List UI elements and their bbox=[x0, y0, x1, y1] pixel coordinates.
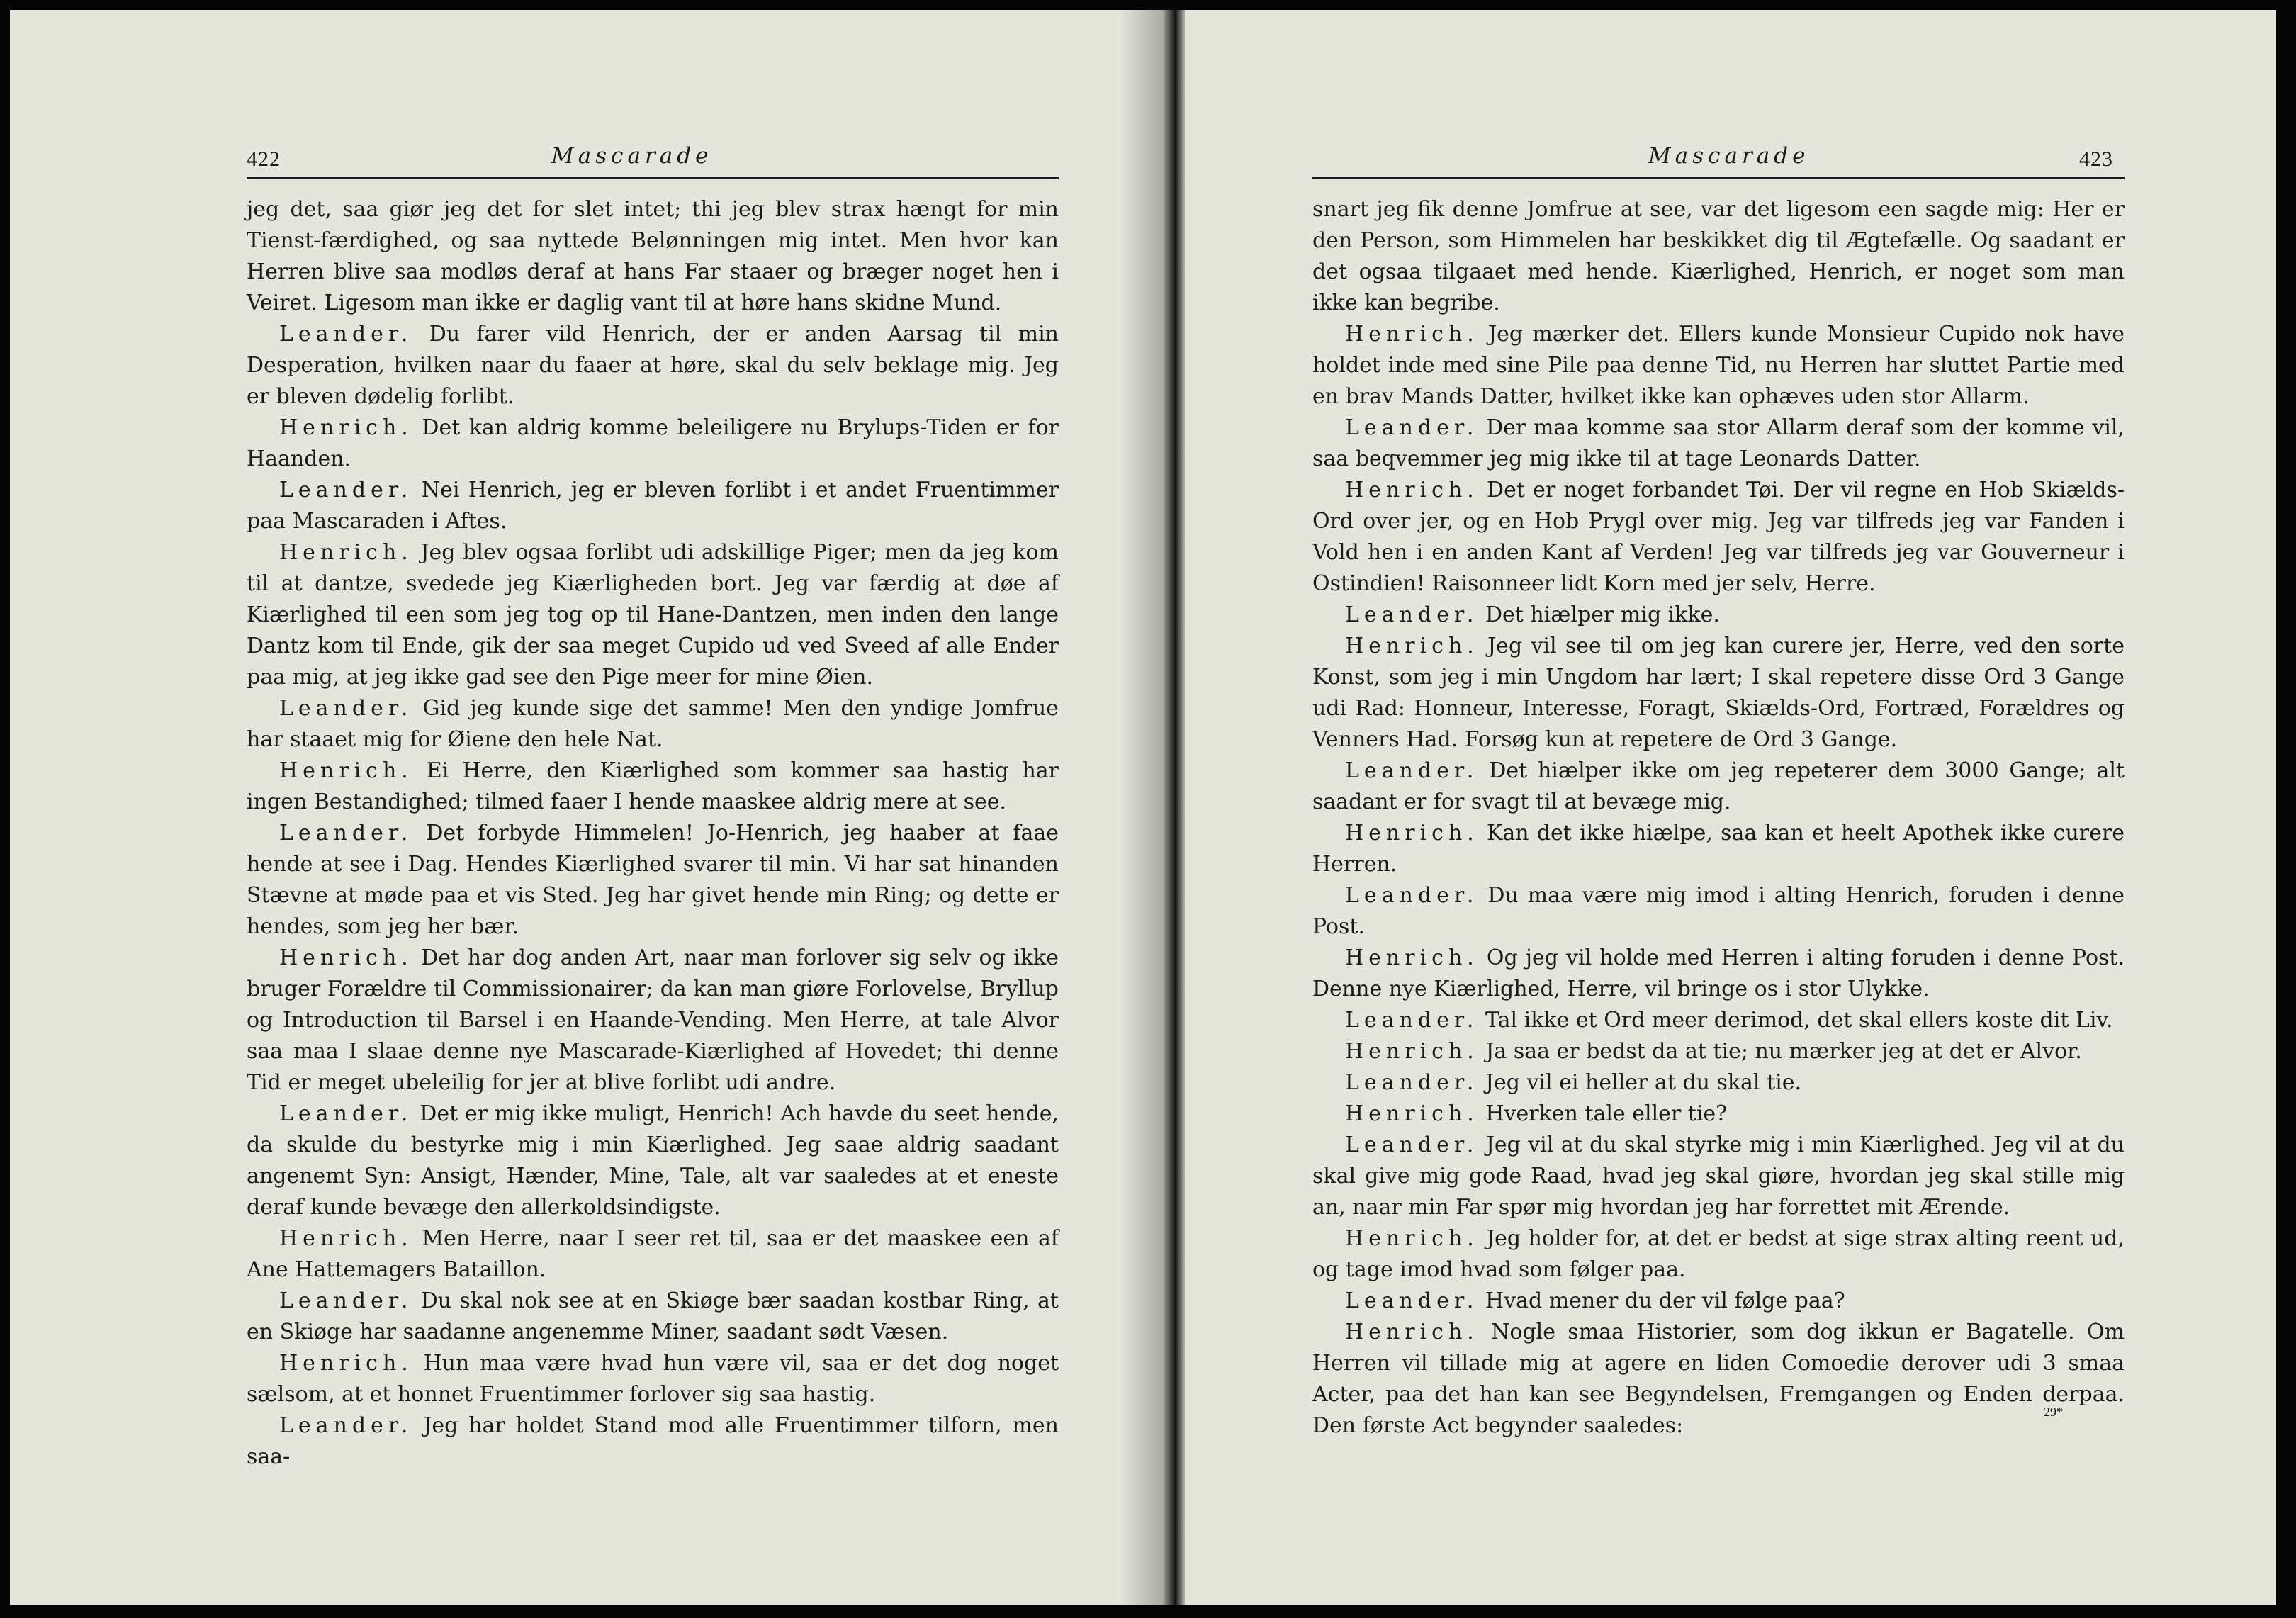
paragraph-text: Du skal nok see at en Skiøge bær saadan kostbar Ring, at en Skiøge har saadanne angenemme Miner, saadant sødt Væsen. bbox=[247, 1288, 1059, 1344]
paragraph-text: Jeg holder for, at det er bedst at sige strax alting reent ud, og tage imod hvad som følger paa. bbox=[1312, 1226, 2125, 1282]
speaker-name: Leander. bbox=[1345, 1133, 1479, 1157]
paragraph-text: Men Herre, naar I seer ret til, saa er det maaskee een af Ane Hattemagers Bataillon. bbox=[247, 1226, 1059, 1282]
speaker-name: Henrich. bbox=[279, 540, 413, 565]
paragraph bbox=[1312, 943, 2125, 1005]
paragraph bbox=[247, 412, 1059, 475]
left-page-header bbox=[10, 143, 1164, 179]
speaker-name: Leander. bbox=[1345, 1008, 1479, 1033]
paragraph bbox=[247, 1223, 1059, 1286]
speaker-name: Henrich. bbox=[1345, 1320, 1479, 1344]
paragraph-text: Ei Herre, den Kiærlighed som kommer saa hastig har ingen Bestandighed; tilmed faaer I hende maaskee aldrig mere at see. bbox=[247, 758, 1059, 814]
speaker-name: Leander. bbox=[279, 322, 413, 347]
paragraph bbox=[247, 1099, 1059, 1223]
paragraph bbox=[1312, 818, 2125, 880]
paragraph-text: Jeg blev ogsaa forlibt udi adskillige Piger; men da jeg kom til at dantze, svedede jeg Kiærligheden bort. Jeg var færdig at døe af Kiærlighed til een som jeg tog op til Hane-Dantzen, men inden den lange Dantz kom til Ende, gik der saa meget Cupido ud ved Sveed af alle Ender paa mig, at jeg ikke gad see den Pige meer for mine Øien. bbox=[247, 540, 1059, 690]
left-page bbox=[10, 10, 1164, 1605]
paragraph bbox=[1312, 194, 2125, 319]
paragraph-text: Jeg mærker det. Ellers kunde Monsieur Cupido nok have holdet inde med sine Pile paa denne Tid, nu Herren har sluttet Partie med en brav Mands Datter, hvilket ikke kan ophæves uden stor Allarm. bbox=[1312, 322, 2125, 409]
paragraph-text: Jeg vil see til om jeg kan curere jer, Herre, ved den sorte Konst, som jeg i min Ungdom har lært; I skal repetere disse Ord 3 Gange udi Rad: Honneur, Interesse, Foragt, Skiælds-Ord, Fortræd, Forældres og Venners Had. Forsøg kun at repetere de Ord 3 Gange. bbox=[1312, 634, 2125, 752]
paragraph bbox=[1312, 631, 2125, 755]
paragraph bbox=[1312, 1317, 2125, 1442]
speaker-name: Henrich. bbox=[279, 945, 413, 970]
paragraph-text: Og jeg vil holde med Herren i alting foruden i denne Post. Denne nye Kiærlighed, Herre, vil bringe os i stor Ulykke. bbox=[1312, 945, 2125, 1001]
paragraph-text: Det kan aldrig komme beleiligere nu Brylups-Tiden er for Haanden. bbox=[247, 415, 1059, 471]
speaker-name: Henrich. bbox=[1345, 1101, 1479, 1126]
paragraph bbox=[1312, 1067, 2125, 1099]
paragraph bbox=[247, 943, 1059, 1099]
paragraph-text: Du maa være mig imod i alting Henrich, foruden i denne Post. bbox=[1312, 883, 2125, 939]
header-rule bbox=[1312, 177, 2125, 179]
speaker-name: Henrich. bbox=[279, 1226, 413, 1251]
speaker-name: Leander. bbox=[1345, 415, 1479, 440]
speaker-name: Leander. bbox=[279, 696, 413, 721]
page-number: 423 bbox=[2079, 147, 2113, 171]
speaker-name: Henrich. bbox=[1345, 1039, 1479, 1064]
speaker-name: Leander. bbox=[1345, 1288, 1479, 1313]
speaker-name: Leander. bbox=[279, 478, 413, 502]
paragraph bbox=[1312, 319, 2125, 412]
paragraph bbox=[247, 755, 1059, 818]
left-page-text bbox=[247, 194, 1059, 1473]
paragraph bbox=[1312, 1036, 2125, 1067]
paragraph-text: Nogle smaa Historier, som dog ikkun er Bagatelle. Om Herren vil tillade mig at agere en liden Comoedie derover udi 3 smaa Acter, paa det han kan see Begyndelsen, Fremgangen og Enden derpaa. Den første Act begynder saaledes: bbox=[1312, 1320, 2125, 1438]
paragraph-text: Jeg har holdet Stand mod alle Fruentimmer tilforn, men saa- bbox=[247, 1413, 1059, 1469]
paragraph bbox=[247, 1410, 1059, 1473]
right-page-header bbox=[1185, 143, 2276, 179]
speaker-name: Henrich. bbox=[279, 758, 413, 783]
paragraph bbox=[247, 1348, 1059, 1410]
paragraph bbox=[247, 537, 1059, 693]
paragraph bbox=[247, 693, 1059, 755]
paragraph bbox=[1312, 1130, 2125, 1223]
paragraph-text: Det har dog anden Art, naar man forlover sig selv og ikke bruger Forældre til Commissionairer; da kan man giøre Forlovelse, Bryllup og Introduction til Barsel i en Haande-Vending. Men Herre, at tale Alvor saa maa I slaae denne nye Mascarade-Kiærlighed af Hovedet; thi denne Tid er meget ubeleilig for jer at blive forlibt udi andre. bbox=[247, 945, 1059, 1095]
paragraph bbox=[1312, 1099, 2125, 1130]
right-page bbox=[1185, 10, 2276, 1605]
paragraph-text: snart jeg fik denne Jomfrue at see, var det ligesom een sagde mig: Her er den Person, som Himmelen har beskikket dig til Ægtefælle. Og saadant er det ogsaa tilgaaet med hende. Kiærlighed, Henrich, er noget som man ikke kan begribe. bbox=[1312, 197, 2125, 315]
speaker-name: Henrich. bbox=[1345, 821, 1479, 845]
speaker-name: Henrich. bbox=[279, 415, 413, 440]
paragraph bbox=[1312, 475, 2125, 600]
page-shadow bbox=[1120, 10, 1164, 1605]
paragraph bbox=[1312, 600, 2125, 631]
header-rule bbox=[247, 177, 1059, 179]
speaker-name: Leander. bbox=[279, 1288, 413, 1313]
speaker-name: Henrich. bbox=[1345, 634, 1479, 658]
paragraph bbox=[1312, 880, 2125, 943]
speaker-name: Henrich. bbox=[1345, 945, 1479, 970]
paragraph-text: Tal ikke et Ord meer derimod, det skal ellers koste dit Liv. bbox=[1478, 1008, 2113, 1033]
page-number: 422 bbox=[247, 147, 281, 171]
paragraph bbox=[247, 1286, 1059, 1348]
paragraph bbox=[1312, 1286, 2125, 1317]
paragraph-text: Det hiælper ikke om jeg repeterer dem 3000 Gange; alt saadant er for svagt til at bevæge mig. bbox=[1312, 758, 2125, 814]
paragraph-text: Det hiælper mig ikke. bbox=[1478, 602, 1720, 627]
signature-mark: 29* bbox=[2044, 1405, 2063, 1419]
paragraph bbox=[247, 319, 1059, 412]
right-page-text bbox=[1312, 194, 2125, 1442]
paragraph-text: Det forbyde Himmelen! Jo-Henrich, jeg haaber at faae hende at see i Dag. Hendes Kiærlighed svarer til min. Vi har sat hinanden Stævne at møde paa et vis Sted. Jeg har givet hende min Ring; og dette er hendes, som jeg her bær. bbox=[247, 821, 1059, 939]
book-gutter bbox=[1164, 10, 1185, 1605]
paragraph-text: Jeg vil at du skal styrke mig i min Kiærlighed. Jeg vil at du skal give mig gode Raad, hvad jeg skal giøre, hvordan jeg skal stille mig an, naar min Far spør mig hvordan jeg har forrettet mit Ærende. bbox=[1312, 1133, 2125, 1220]
paragraph-text: Det er mig ikke muligt, Henrich! Ach havde du seet hende, da skulde du bestyrke mig i min Kiærlighed. Jeg saae aldrig saadant angenemt Syn: Ansigt, Hænder, Mine, Tale, alt var saaledes at et eneste deraf kunde bevæge den allerkoldsindigste. bbox=[247, 1101, 1059, 1220]
speaker-name: Henrich. bbox=[1345, 1226, 1479, 1251]
paragraph-text: jeg det, saa giør jeg det for slet intet; thi jeg blev strax hængt for min Tienst-færdighed, og saa nyttede Belønningen mig intet. Men hvor kan Herren blive saa modløs deraf at hans Far staaer og bræger noget hen i Veiret. Ligesom man ikke er daglig vant til at høre hans skidne Mund. bbox=[247, 197, 1059, 315]
speaker-name: Leander. bbox=[1345, 1070, 1479, 1095]
paragraph-text: Nei Henrich, jeg er bleven forlibt i et andet Fruentimmer paa Mascaraden i Aftes. bbox=[247, 478, 1059, 534]
paragraph-text: Jeg vil ei heller at du skal tie. bbox=[1478, 1070, 1802, 1095]
speaker-name: Henrich. bbox=[1345, 322, 1479, 347]
paragraph-text: Gid jeg kunde sige det samme! Men den yndige Jomfrue har staaet mig for Øiene den hele Nat. bbox=[247, 696, 1059, 752]
running-head: Mascarade bbox=[551, 143, 713, 169]
paragraph-text: Det er noget forbandet Tøi. Der vil regne en Hob Skiælds-Ord over jer, og en Hob Prygl over mig. Jeg var tilfreds jeg var Fanden i Vold hen i en anden Kant af Verden! Jeg var tilfreds jeg var Gouverneur i Ostindien! Raisonneer lidt Korn med jer selv, Herre. bbox=[1312, 478, 2125, 596]
paragraph-text: Hverken tale eller tie? bbox=[1478, 1101, 1728, 1126]
paragraph bbox=[247, 194, 1059, 319]
paragraph bbox=[1312, 1005, 2125, 1036]
running-head: Mascarade bbox=[1648, 143, 1810, 169]
paragraph bbox=[247, 475, 1059, 537]
speaker-name: Henrich. bbox=[1345, 478, 1479, 502]
paragraph bbox=[1312, 1223, 2125, 1286]
speaker-name: Leander. bbox=[1345, 883, 1479, 908]
paragraph-text: Hvad mener du der vil følge paa? bbox=[1478, 1288, 1845, 1313]
paragraph bbox=[1312, 412, 2125, 475]
speaker-name: Henrich. bbox=[279, 1351, 413, 1376]
paragraph-text: Hun maa være hvad hun være vil, saa er det dog noget sælsom, at et honnet Fruentimmer forlover sig saa hastig. bbox=[247, 1351, 1059, 1407]
paragraph bbox=[247, 818, 1059, 943]
paragraph-text: Der maa komme saa stor Allarm deraf som der komme vil, saa beqvemmer jeg mig ikke til at tage Leonards Datter. bbox=[1312, 415, 2125, 471]
speaker-name: Leander. bbox=[1345, 602, 1479, 627]
paragraph-text: Du farer vild Henrich, der er anden Aarsag til min Desperation, hvilken naar du faaer at høre, skal du selv beklage mig. Jeg er bleven dødelig forlibt. bbox=[247, 322, 1059, 409]
speaker-name: Leander. bbox=[279, 821, 413, 845]
speaker-name: Leander. bbox=[279, 1101, 413, 1126]
paragraph-text: Ja saa er bedst da at tie; nu mærker jeg at det er Alvor. bbox=[1478, 1039, 2082, 1064]
speaker-name: Leander. bbox=[1345, 758, 1479, 783]
paragraph-text: Kan det ikke hiælpe, saa kan et heelt Apothek ikke curere Herren. bbox=[1312, 821, 2125, 877]
paragraph bbox=[1312, 755, 2125, 818]
speaker-name: Leander. bbox=[279, 1413, 413, 1438]
